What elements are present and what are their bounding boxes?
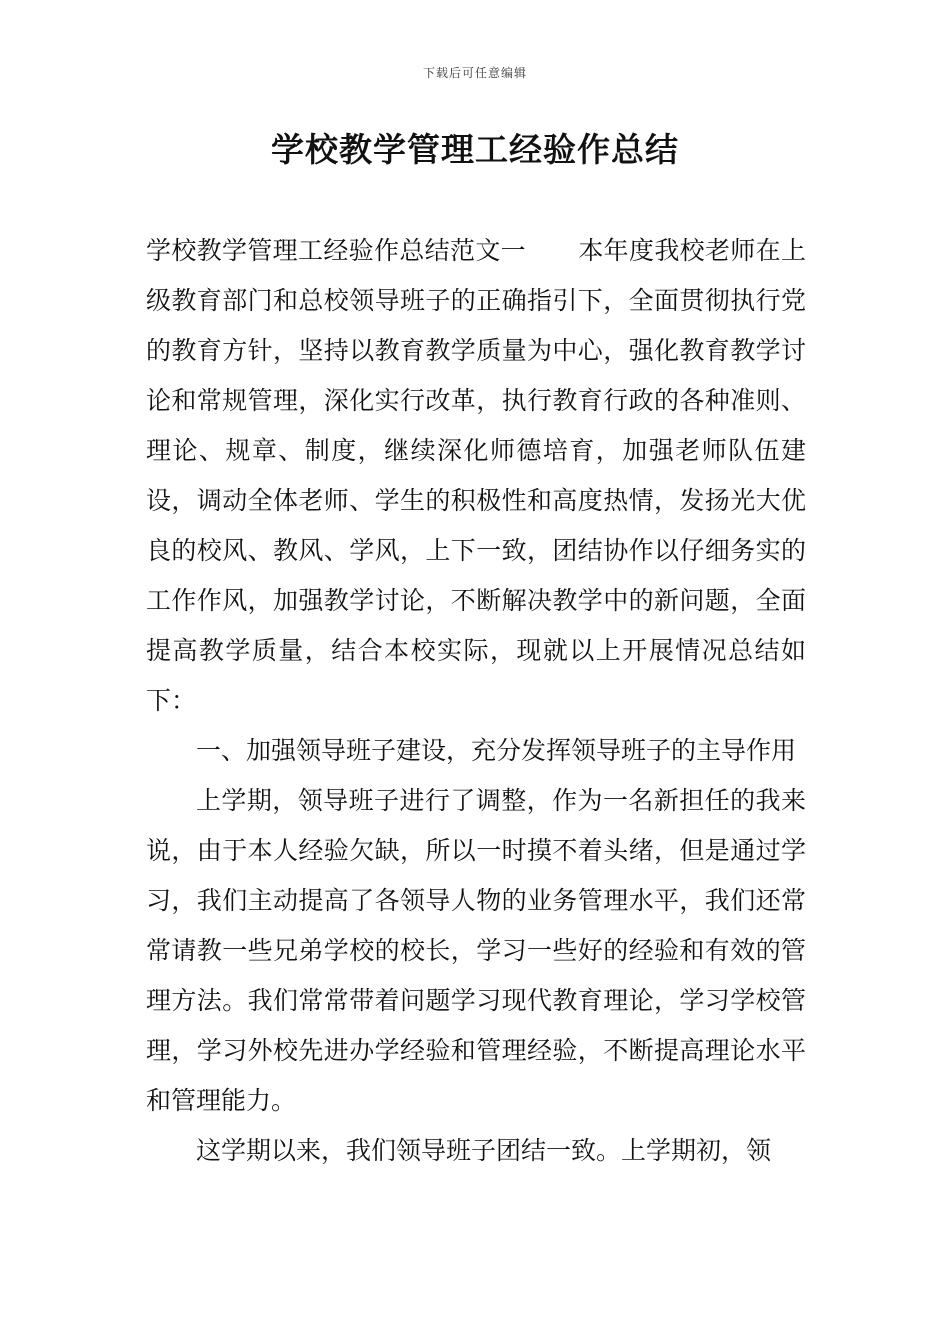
- document-body: [146, 226, 806, 1176]
- document-title: 学校教学管理工经验作总结: [271, 130, 679, 169]
- paragraph-intro: [146, 226, 806, 726]
- paragraph-lead: 学校教学管理工经验作总结范文一: [146, 236, 526, 265]
- paragraph: 这学期以来，我们领导班子团结一致。上学期初，领: [196, 1136, 772, 1165]
- paragraph-text: 本年度我校老师在上级教育部门和总校领导班子的正确指引下，全面贯彻执行党的教育方针，坚持以教育教学质量为中心，强化教育教学讨论和常规管理，深化实行改革，执行教育行政的各种准则、理论、规章、制度，继续深化师德培育，加强老师队伍建设，调动全体老师、学生的积极性和高度热情，发扬光大优良的校风、教风、学风，上下一致，团结协作以仔细务实的工作作风，加强教学讨论，不断解决教学中的新问题，全面提高教学质量，结合本校实际，现就以上开展情况总结如下：: [146, 236, 806, 715]
- header-note: 下载后可任意编辑: [422, 66, 527, 80]
- section-heading: 一、加强领导班子建设，充分发挥领导班子的主导作用: [196, 736, 797, 765]
- paragraph: 上学期，领导班子进行了调整，作为一名新担任的我来说，由于本人经验欠缺，所以一时摸不着头绪，但是通过学习，我们主动提高了各领导人物的业务管理水平，我们还常常请教一些兄弟学校的校长，学习一些好的经验和有效的管理方法。我们常常带着问题学习现代教育理论，学习学校管理，学习外校先进办学经验和管理经验，不断提高理论水平和管理能力。: [146, 786, 806, 1115]
